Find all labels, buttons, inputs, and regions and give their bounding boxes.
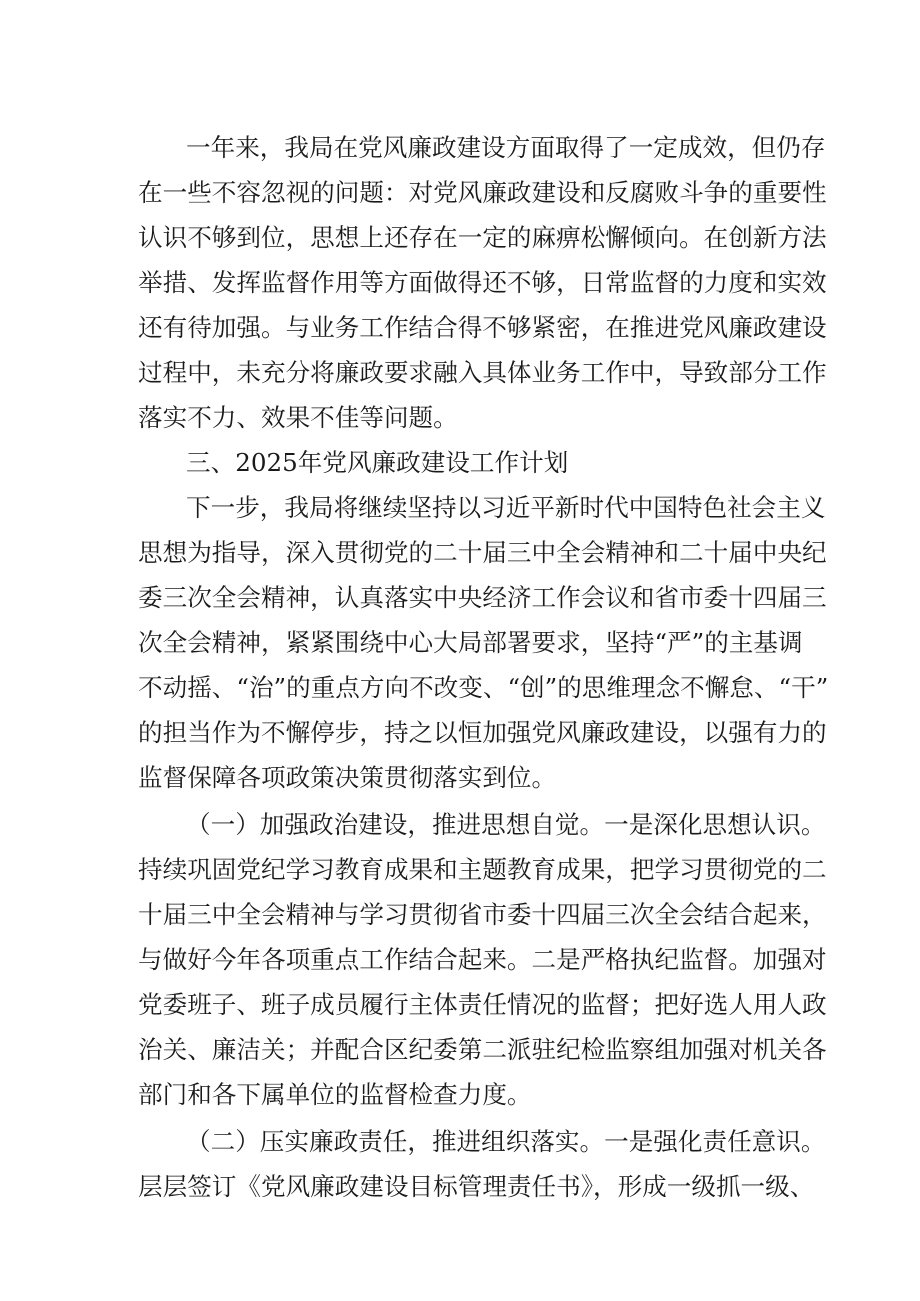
subsection-line: （二）压实廉政责任，推进组织落实。一是强化责任意识。 (186, 1127, 826, 1156)
paragraph-line: 层层签订《党风廉政建设目标管理责任书》，形成一级抓一级、 (138, 1172, 815, 1201)
paragraph-line: 还有待加强。与业务工作结合得不够紧密，在推进党风廉政建设 (138, 313, 827, 342)
paragraph-line: 不动摇、“治”的重点方向不改变、“创”的思维理念不懈怠、“干” (138, 673, 829, 702)
paragraph-line: 监督保障各项政策决策贯彻落实到位。 (138, 763, 557, 792)
paragraph-line: 持续巩固党纪学习教育成果和主题教育成果，把学习贯彻党的二 (138, 855, 827, 884)
paragraph-line: 思想为指导，深入贯彻党的二十届三中全会精神和二十届中央纪 (138, 538, 827, 567)
subsection-line: （一）加强政治建设，推进思想自觉。一是深化思想认识。 (186, 810, 826, 839)
paragraph-line: 与做好今年各项重点工作结合起来。二是严格执纪监督。加强对 (138, 945, 827, 974)
paragraph-line: 次全会精神，紧紧围绕中心大局部署要求，坚持“严”的主基调 (138, 628, 803, 657)
paragraph-line: 落实不力、效果不佳等问题。 (138, 403, 458, 432)
paragraph-line: 举措、发挥监督作用等方面做得还不够，日常监督的力度和实效 (138, 268, 827, 297)
paragraph-line: 一年来，我局在党风廉政建设方面取得了一定成效，但仍存 (186, 133, 826, 162)
paragraph-line: 认识不够到位，思想上还存在一定的麻痹松懈倾向。在创新方法 (138, 223, 827, 252)
paragraph-line: 过程中，未充分将廉政要求融入具体业务工作中，导致部分工作 (138, 358, 827, 387)
paragraph-line: 十届三中全会精神与学习贯彻省市委十四届三次全会结合起来， (138, 900, 827, 929)
paragraph-line: 党委班子、班子成员履行主体责任情况的监督；把好选人用人政 (138, 990, 827, 1019)
section-heading: 三、2025年党风廉政建设工作计划 (186, 448, 569, 477)
paragraph-line: 治关、廉洁关；并配合区纪委第二派驻纪检监察组加强对机关各 (138, 1035, 827, 1064)
paragraph-line: 下一步，我局将继续坚持以习近平新时代中国特色社会主义 (186, 493, 826, 522)
paragraph-line: 的担当作为不懈停步，持之以恒加强党风廉政建设，以强有力的 (138, 718, 827, 747)
paragraph-line: 在一些不容忽视的问题：对党风廉政建设和反腐败斗争的重要性 (138, 178, 827, 207)
paragraph-line: 委三次全会精神，认真落实中央经济工作会议和省市委十四届三 (138, 583, 827, 612)
paragraph-line: 部门和各下属单位的监督检查力度。 (138, 1080, 532, 1109)
